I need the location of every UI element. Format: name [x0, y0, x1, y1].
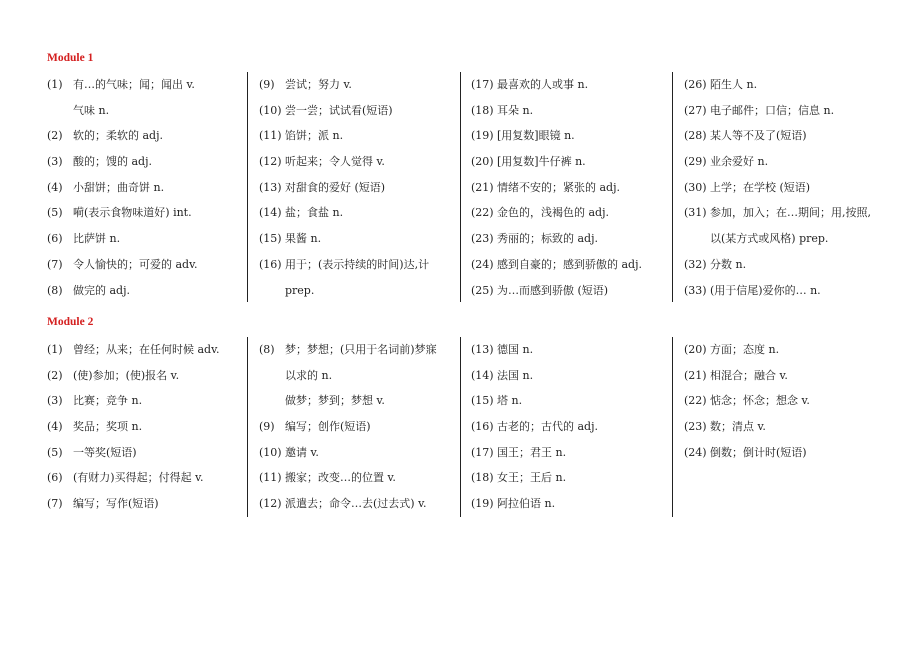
module-1-column-1 [47, 72, 252, 303]
entry-number: (8) [47, 283, 63, 297]
vocab-entry [471, 388, 676, 414]
entry-definition: 听起来；令人觉得 v. [285, 155, 385, 169]
entry-definition: [用复数]眼镜 n. [497, 129, 575, 143]
vocab-entry [684, 149, 889, 175]
entry-number: (33) [684, 283, 707, 297]
entry-number: (13) [259, 180, 282, 194]
vocab-entry [684, 200, 889, 226]
entry-number: (4) [47, 420, 63, 434]
entry-definition: 方面；态度 n. [710, 343, 780, 356]
entry-definition: 馅饼；派 n. [285, 129, 344, 143]
entry-definition: 古老的；古代的 adj. [497, 420, 599, 434]
entry-number: (7) [47, 257, 63, 271]
vocab-entry [684, 414, 889, 440]
entry-number: (28) [684, 129, 707, 143]
entry-number: (1) [47, 78, 63, 91]
entry-number: (15) [471, 394, 494, 408]
vocab-entry [259, 252, 464, 278]
entry-number: (11) [259, 129, 282, 143]
entry-number: (20) [471, 155, 494, 169]
entry-number: (22) [471, 206, 494, 220]
entry-number: (14) [471, 368, 494, 382]
vocab-entry [47, 200, 252, 226]
entry-definition: 邀请 v. [285, 445, 319, 459]
vocab-entry [259, 123, 464, 149]
module-1-column-3 [471, 72, 676, 303]
entry-number: (23) [684, 420, 707, 434]
vocab-entry [684, 363, 889, 389]
entry-definition: 编写；写作(短语) [73, 497, 159, 511]
entry-definition: 金色的，浅褐色的 adj. [497, 206, 610, 220]
vocab-entry [259, 72, 464, 98]
vocab-entry [259, 200, 464, 226]
vocab-entry [471, 226, 676, 252]
vocab-entry [471, 465, 676, 491]
vocab-entry [471, 200, 676, 226]
entry-number: (17) [471, 445, 494, 459]
vocab-entry [47, 440, 252, 466]
entry-definition: prep. [285, 283, 315, 297]
entry-number: (32) [684, 257, 707, 271]
entry-definition: 以(某方式或风格) prep. [710, 232, 829, 246]
vocab-entry [47, 388, 252, 414]
vocab-entry [471, 363, 676, 389]
vocab-entry [259, 388, 464, 414]
vocab-entry [684, 278, 889, 304]
entry-number: (12) [259, 155, 282, 169]
entry-definition: 女王；王后 n. [497, 471, 567, 485]
entry-number: (23) [471, 232, 494, 246]
vocab-entry [684, 175, 889, 201]
vocab-entry [259, 414, 464, 440]
entry-definition: 搬家；改变…的位置 v. [285, 471, 396, 485]
entry-definition: 秀丽的；标致的 adj. [497, 232, 599, 246]
entry-definition: 尝一尝；试试看(短语) [285, 103, 393, 117]
entry-number: (16) [259, 257, 282, 271]
entry-number: (3) [47, 394, 63, 408]
vocab-entry [259, 337, 464, 363]
vocab-entry [259, 149, 464, 175]
entry-number: (10) [259, 445, 282, 459]
vocab-entry [259, 226, 464, 252]
module-2-column-2 [259, 337, 464, 517]
entry-definition: 感到自豪的；感到骄傲的 adj. [497, 257, 643, 271]
module-2-title: Module 2 [47, 316, 94, 328]
entry-definition: 数；清点 v. [710, 420, 766, 434]
vocab-entry [47, 363, 252, 389]
entry-definition: 惦念；怀念；想念 v. [710, 394, 810, 408]
entry-definition: 电子邮件；口信；信息 n. [710, 103, 835, 117]
entry-definition: 业余爱好 n. [710, 155, 769, 169]
entry-number: (5) [47, 206, 63, 220]
module-1-title: Module 1 [47, 52, 94, 64]
entry-number: (16) [471, 420, 494, 434]
vocab-entry [47, 149, 252, 175]
entry-definition: 小甜饼；曲奇饼 n. [73, 180, 165, 194]
entry-number: (2) [47, 129, 63, 143]
vocab-entry [471, 491, 676, 517]
vocab-entry [471, 440, 676, 466]
entry-definition: 国王；君王 n. [497, 445, 567, 459]
vocab-entry [471, 278, 676, 304]
entry-number: (8) [259, 343, 275, 356]
vocab-entry [471, 123, 676, 149]
entry-definition: 阿拉伯语 n. [497, 497, 556, 511]
entry-number: (26) [684, 78, 707, 91]
entry-number: (27) [684, 103, 707, 117]
entry-number: (14) [259, 206, 282, 220]
vocab-entry [259, 175, 464, 201]
column-divider [460, 337, 461, 517]
entry-definition: 派遣去；命令…去(过去式) v. [285, 497, 427, 511]
entry-definition: 一等奖(短语) [73, 445, 137, 459]
vocab-entry [259, 491, 464, 517]
entry-definition: 奖品；奖项 n. [73, 420, 143, 434]
module-2-column-3 [471, 337, 676, 517]
entry-definition: 气味 n. [73, 103, 110, 117]
entry-number: (3) [47, 155, 63, 169]
vocab-entry [47, 414, 252, 440]
vocab-entry [684, 123, 889, 149]
entry-definition: 倒数；倒计时(短语) [710, 445, 807, 459]
entry-definition: 梦；梦想；(只用于名词前)梦寐 [285, 343, 437, 356]
entry-definition: (使)参加；(使)报名 v. [73, 368, 180, 382]
column-divider [672, 72, 673, 302]
entry-definition: 比赛；竞争 n. [73, 394, 143, 408]
module-1-column-2 [259, 72, 464, 303]
vocab-entry [684, 98, 889, 124]
entry-definition: 耳朵 n. [497, 103, 534, 117]
vocab-entry [259, 440, 464, 466]
vocab-entry [471, 149, 676, 175]
entry-number: (4) [47, 180, 63, 194]
entry-number: (20) [684, 343, 707, 356]
vocab-entry [47, 252, 252, 278]
vocab-entry [471, 175, 676, 201]
entry-number: (22) [684, 394, 707, 408]
entry-number: (18) [471, 103, 494, 117]
entry-definition: 为…而感到骄傲 (短语) [497, 283, 609, 297]
entry-definition: 比萨饼 n. [73, 232, 121, 246]
entry-definition: 用于；(表示持续的时间)达,计 [285, 257, 430, 271]
entry-number: (10) [259, 103, 282, 117]
entry-definition: 分数 n. [710, 257, 747, 271]
vocab-entry [47, 278, 252, 304]
entry-number: (21) [471, 180, 494, 194]
entry-definition: 最喜欢的人或事 n. [497, 78, 589, 91]
column-divider [247, 337, 248, 517]
entry-definition: 有…的气味；闻；闻出 v. [73, 78, 195, 91]
entry-number: (9) [259, 420, 275, 434]
vocab-entry [684, 440, 889, 466]
vocab-entry [471, 72, 676, 98]
module-1-column-4 [684, 72, 889, 303]
entry-number: (30) [684, 180, 707, 194]
entry-definition: 某人等不及了(短语) [710, 129, 807, 143]
vocab-entry [47, 226, 252, 252]
vocab-entry [259, 98, 464, 124]
module-2-column-4 [684, 337, 889, 465]
vocab-entry [259, 363, 464, 389]
vocab-entry [47, 175, 252, 201]
entry-definition: 法国 n. [497, 368, 534, 382]
entry-definition: 上学；在学校 (短语) [710, 180, 811, 194]
entry-definition: 软的；柔软的 adj. [73, 129, 164, 143]
entry-number: (11) [259, 471, 282, 485]
vocab-entry [471, 98, 676, 124]
vocab-entry [684, 388, 889, 414]
column-divider [460, 72, 461, 302]
entry-definition: 相混合；融合 v. [710, 368, 788, 382]
entry-definition: 以求的 n. [285, 368, 333, 382]
vocab-entry [684, 252, 889, 278]
entry-number: (6) [47, 232, 63, 246]
entry-definition: 盐；食盐 n. [285, 206, 344, 220]
entry-number: (9) [259, 78, 275, 91]
vocab-entry [259, 465, 464, 491]
entry-number: (25) [471, 283, 494, 297]
entry-number: (17) [471, 78, 494, 91]
entry-definition: 曾经；从来；在任何时候 adv. [73, 343, 220, 356]
entry-definition: 对甜食的爱好 (短语) [285, 180, 386, 194]
entry-number: (2) [47, 368, 63, 382]
vocab-entry [47, 337, 252, 363]
entry-number: (24) [684, 445, 707, 459]
entry-number: (13) [471, 343, 494, 356]
entry-number: (18) [471, 471, 494, 485]
entry-definition: 德国 n. [497, 343, 534, 356]
entry-number: (31) [684, 206, 707, 220]
vocab-entry [259, 278, 464, 304]
entry-number: (5) [47, 445, 63, 459]
entry-definition: (有财力)买得起；付得起 v. [73, 471, 204, 485]
vocab-entry [47, 98, 252, 124]
entry-number: (6) [47, 471, 63, 485]
vocab-entry [684, 72, 889, 98]
column-divider [672, 337, 673, 517]
entry-number: (24) [471, 257, 494, 271]
entry-number: (19) [471, 497, 494, 511]
entry-definition: 陌生人 n. [710, 78, 758, 91]
entry-number: (7) [47, 497, 63, 511]
vocab-entry [47, 72, 252, 98]
vocab-entry [47, 123, 252, 149]
entry-definition: 参加，加入；在…期间；用,按照, [710, 206, 871, 220]
vocab-entry [684, 226, 889, 252]
column-divider [247, 72, 248, 302]
entry-number: (19) [471, 129, 494, 143]
entry-definition: [用复数]牛仔裤 n. [497, 155, 586, 169]
entry-definition: 果酱 n. [285, 232, 322, 246]
entry-definition: 做梦；梦到；梦想 v. [285, 394, 385, 408]
entry-definition: 尝试；努力 v. [285, 78, 352, 91]
entry-number: (21) [684, 368, 707, 382]
vocab-entry [684, 337, 889, 363]
vocab-entry [47, 465, 252, 491]
entry-number: (29) [684, 155, 707, 169]
entry-definition: 情绪不安的；紧张的 adj. [497, 180, 621, 194]
vocab-entry [471, 414, 676, 440]
entry-number: (1) [47, 343, 63, 356]
module-2-column-1 [47, 337, 252, 517]
entry-definition: 编写；创作(短语) [285, 420, 371, 434]
entry-definition: (用于信尾)爱你的… n. [710, 283, 821, 297]
vocab-entry [471, 337, 676, 363]
vocab-entry [47, 491, 252, 517]
entry-definition: 做完的 adj. [73, 283, 131, 297]
entry-definition: 塔 n. [497, 394, 523, 408]
vocab-entry [471, 252, 676, 278]
entry-definition: 酸的；馊的 adj. [73, 155, 153, 169]
entry-number: (15) [259, 232, 282, 246]
entry-definition: 令人愉快的；可爱的 adv. [73, 257, 198, 271]
entry-definition: 嗬(表示食物味道好) int. [73, 206, 192, 220]
entry-number: (12) [259, 497, 282, 511]
